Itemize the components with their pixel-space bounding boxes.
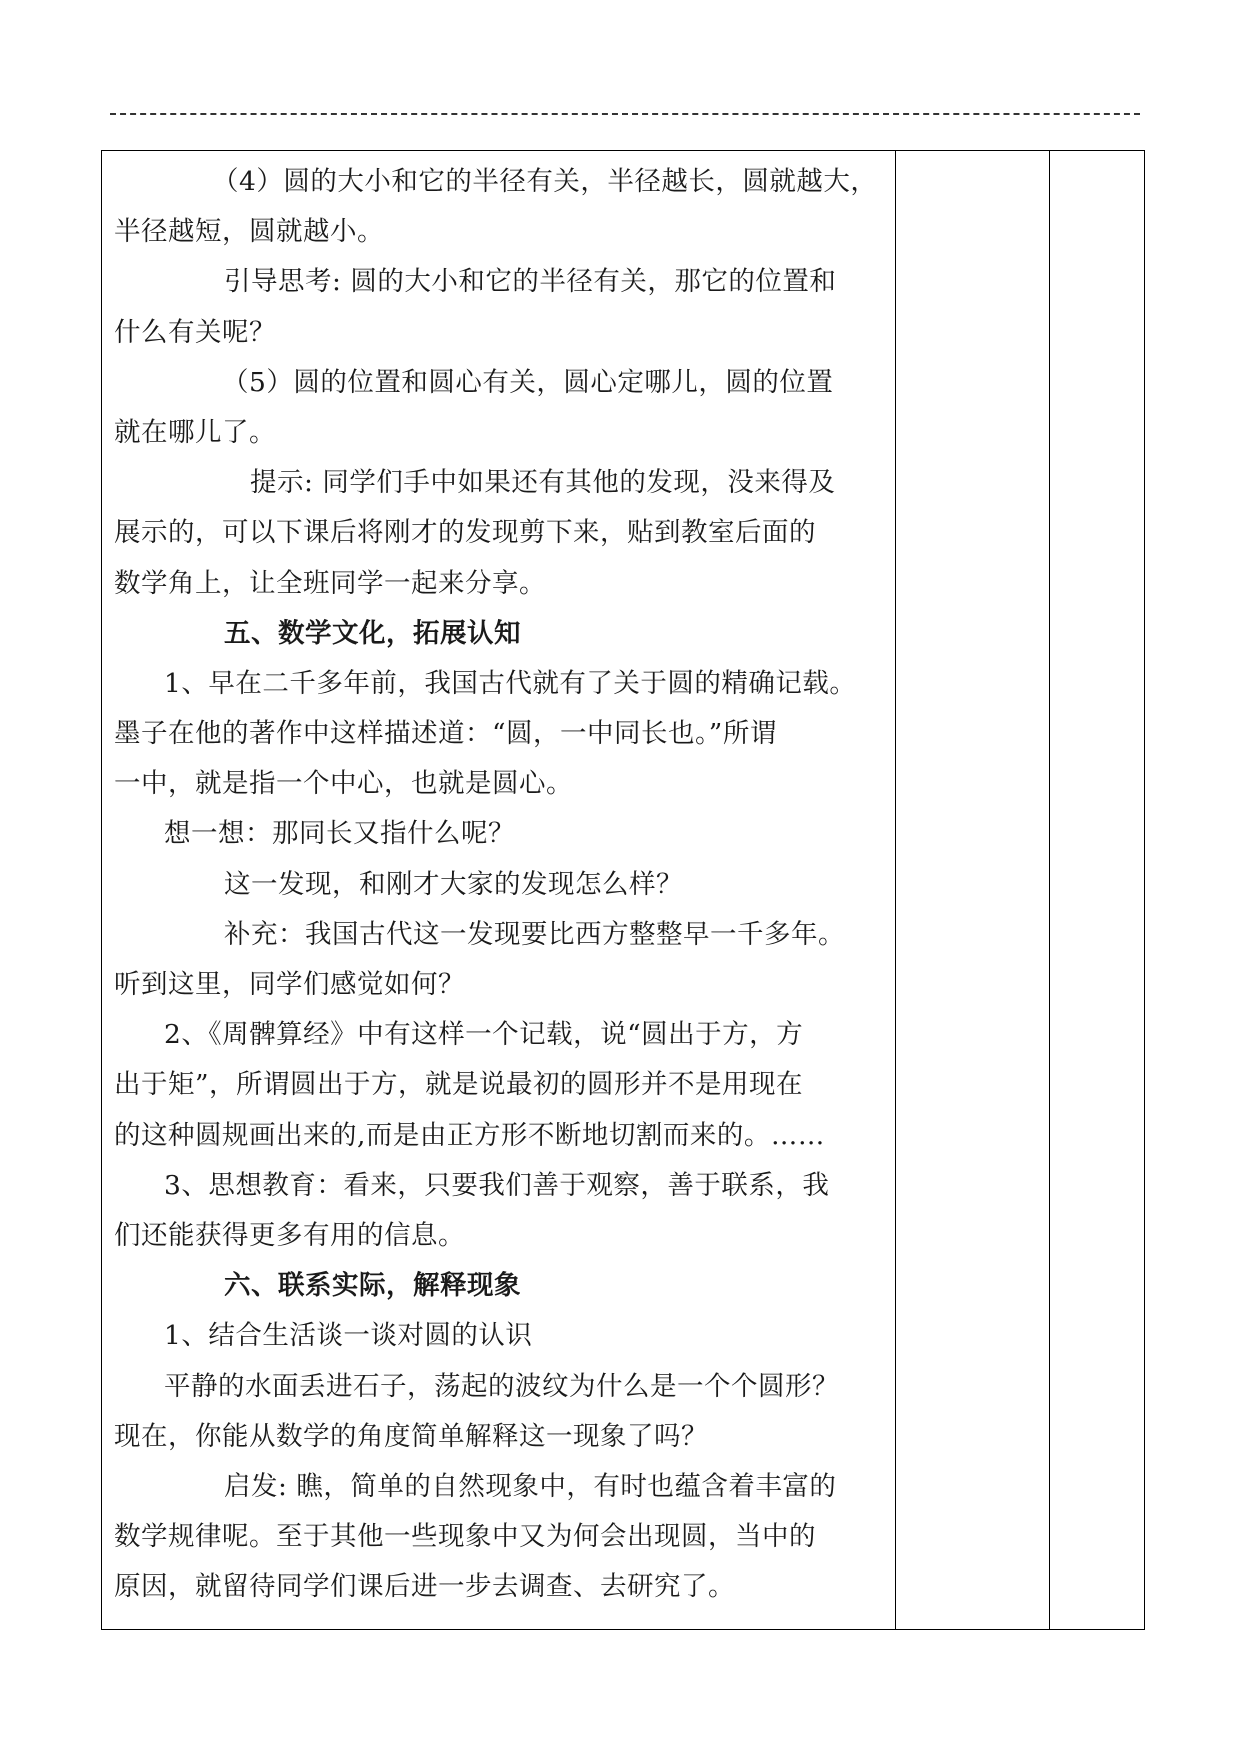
text-line: 平静的水面丢进石子，荡起的波纹为什么是一个个圆形？ [164,1370,839,1402]
section-heading: 五、数学文化，拓展认知 [224,617,521,649]
text-line: 的这种圆规画出来的,而是由正方形不断地切割而来的。…… [114,1119,825,1151]
text-line: 原因，就留待同学们课后进一步去调查、去研究了。 [114,1571,735,1603]
text-line: 补充：我国古代这一发现要比西方整整早一千多年。 [224,918,845,950]
text-line: 1、早在二千多年前，我国古代就有了关于圆的精确记载。 [164,667,857,699]
text-line: 现在，你能从数学的角度简单解释这一现象了吗？ [114,1420,708,1452]
lesson-plan-table [101,150,1145,1630]
text-line: （5）圆的位置和圆心有关，圆心定哪儿，圆的位置 [222,366,834,398]
notes-column [896,151,1050,1629]
lesson-content-text [114,157,894,1612]
text-line: 提示: 同学们手中如果还有其他的发现，没来得及 [250,467,836,499]
text-line: （4）圆的大小和它的半径有关，半径越长，圆就越大， [212,166,878,197]
text-line: 启发: 瞧，简单的自然现象中，有时也蕴含着丰富的 [224,1470,837,1502]
text-line: 墨子在他的著作中这样描述道：“圆，一中同长也。”所谓 [114,718,777,750]
text-line: 数学规律呢。至于其他一些现象中又为何会出现圆，当中的 [114,1521,816,1553]
text-line: 3、思想教育：看来，只要我们善于观察，善于联系，我 [164,1169,830,1201]
text-line: 2、《周髀算经》中有这样一个记载，说“圆出于方，方 [164,1019,804,1051]
text-line: 就在哪儿了。 [114,416,276,448]
text-line: 这一发现，和刚才大家的发现怎么样？ [224,868,683,900]
text-line: 1、结合生活谈一谈对圆的认识 [164,1320,533,1352]
text-line: 听到这里，同学们感觉如何？ [114,969,465,1000]
text-line: 出于矩”，所谓圆出于方，就是说最初的圆形并不是用现在 [114,1069,804,1101]
header-dashed-rule [110,113,1140,115]
text-line: 们还能获得更多有用的信息。 [114,1219,465,1251]
text-line: 想一想：那同长又指什么呢？ [164,818,515,850]
section-heading: 六、联系实际，解释现象 [224,1270,521,1302]
text-line: 数学角上，让全班同学一起来分享。 [114,567,546,599]
lesson-content-column [102,151,896,1629]
remarks-column [1050,151,1144,1629]
text-line: 一中，就是指一个中心，也就是圆心。 [114,768,573,800]
text-line: 什么有关呢？ [114,316,276,348]
text-line: 展示的，可以下课后将刚才的发现剪下来，贴到教室后面的 [114,517,816,549]
text-line: 引导思考: 圆的大小和它的半径有关，那它的位置和 [224,266,837,298]
text-line: 半径越短，圆就越小。 [114,216,384,248]
